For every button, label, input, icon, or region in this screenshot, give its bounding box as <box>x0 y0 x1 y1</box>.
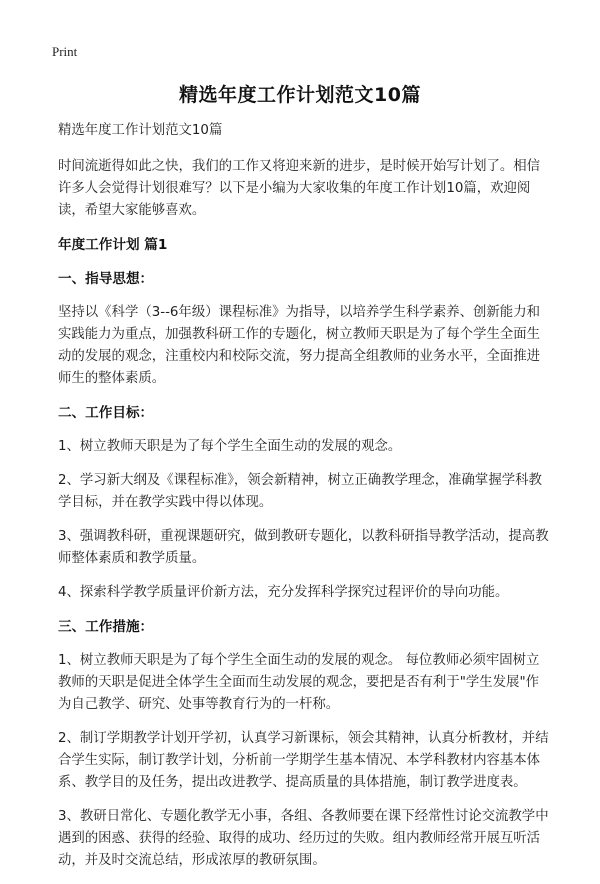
measure-item-1: 1、树立教师天职是为了每个学生全面生动的发展的观念。 每位教师必须牢固树立教师的天职是促进全体学生全面而生动发展的观念，要把是否有利于"学生发展"作为自己教学、研究、处事等教育行为的一杆称。 <box>58 653 540 712</box>
measure-item-2: 2、制订学期教学计划开学初，认真学习新课标，领会其精神，认真分析教材，并结合学生实际，制订教学计划，分析前一学期学生基本情况、本学科教材内容基本体系、教学目的及任务，提出改进教学、提高质量的具体措施，制订教学进度表。 <box>58 731 549 790</box>
guiding-paragraph: 坚持以《科学（3--6年级）课程标准》为指导，以培养学生科学素养、创新能力和实践能力为重点，加强教科研工作的专题化，树立教师天职是为了每个学生全面生动的发展的观念，注重校内和校际交流，努力提高全组教师的业务水平，全面推进师生的整体素质。 <box>58 305 541 386</box>
goal-item-3: 3、强调教科研，重视课题研究，做到教研专题化，以教科研指导教学活动，提高教师整体素质和教学质量。 <box>58 529 549 566</box>
article-subtitle: 精选年度工作计划范文10篇 <box>58 123 223 138</box>
goal-item-4: 4、探索科学教学质量评价新方法，充分发挥科学探究过程评价的导向功能。 <box>58 585 509 600</box>
goals-heading: 二、工作目标： <box>58 405 154 421</box>
guiding-heading: 一、指导思想： <box>58 271 154 287</box>
page-title: 精选年度工作计划范文10篇 <box>179 84 421 106</box>
intro-paragraph: 时间流逝得如此之快，我们的工作又将迎来新的进步，是时候开始写计划了。相信许多人会觉得计划很难写？以下是小编为大家收集的年度工作计划10篇，欢迎阅读，希望大家能够喜欢。 <box>58 159 541 218</box>
measures-heading: 三、工作措施： <box>58 619 154 635</box>
measure-item-3: 3、教研日常化、专题化教学无小事，各组、各教师要在课下经常性讨论交流教学中遇到的困惑、获得的经验、取得的成功、经历过的失败。组内教师经常开展互听活动，并及时交流总结，形成浓厚的教研氛围。 <box>58 809 549 868</box>
section-heading: 年度工作计划 篇1 <box>58 237 168 253</box>
goal-item-2: 2、学习新大纲及《课程标准》，领会新精神，树立正确教学理念，准确掌握学科教学目标，并在教学实践中得以体现。 <box>58 473 542 510</box>
print-link[interactable]: Print <box>52 44 78 59</box>
article-body <box>58 120 552 884</box>
goal-item-1: 1、树立教师天职是为了每个学生全面生动的发展的观念。 <box>58 439 402 454</box>
